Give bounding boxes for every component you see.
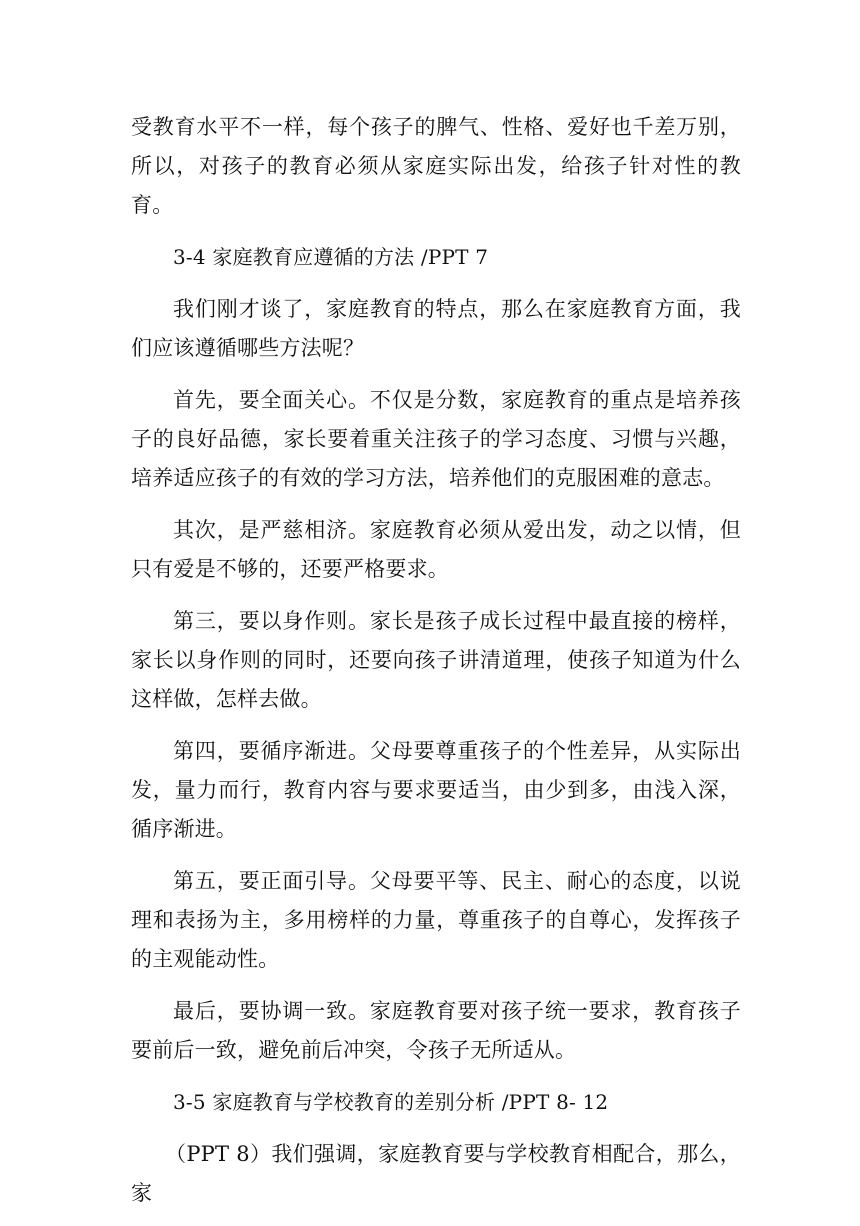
section-heading-3-4: 3-4 家庭教育应遵循的方法 /PPT 7: [173, 245, 489, 269]
paragraph-method-fifth: 第五，要正面引导。父母要平等、民主、耐心的态度，以说理和表扬为主，多用榜样的力量，尊重孩子的自尊心，发挥孩子的主观能动性。: [131, 869, 741, 971]
paragraph-ppt8-intro: （PPT 8）我们强调，家庭教育要与学校教育相配合，那么，家: [131, 1142, 741, 1205]
paragraph-method-first: 首先，要全面关心。不仅是分数，家庭教育的重点是培养孩子的良好品德，家长要着重关注孩子的学习态度、习惯与兴趣，培养适应孩子的有效的学习方法，培养他们的克服困难的意志。: [131, 388, 741, 490]
section-heading-3-5: 3-5 家庭教育与学校教育的差别分析 /PPT 8- 12: [173, 1090, 609, 1114]
paragraph-continuation: 受教育水平不一样，每个孩子的脾气、性格、爱好也千差万别，所以，对孩子的教育必须从家庭实际出发，给孩子针对性的教育。: [131, 115, 741, 217]
paragraph-method-second: 其次，是严慈相济。家庭教育必须从爱出发，动之以情，但只有爱是不够的，还要严格要求。: [131, 518, 741, 581]
paragraph-intro-methods: 我们刚才谈了，家庭教育的特点，那么在家庭教育方面，我们应该遵循哪些方法呢？: [131, 297, 741, 360]
paragraph-method-fourth: 第四，要循序渐进。父母要尊重孩子的个性差异，从实际出发，量力而行，教育内容与要求要适当，由少到多，由浅入深，循序渐进。: [131, 739, 741, 841]
paragraph-method-third: 第三，要以身作则。家长是孩子成长过程中最直接的榜样，家长以身作则的同时，还要向孩子讲清道理，使孩子知道为什么这样做，怎样去做。: [131, 609, 741, 711]
document-body: [131, 108, 741, 1226]
paragraph-method-last: 最后，要协调一致。家庭教育要对孩子统一要求，教育孩子要前后一致，避免前后冲突，令孩子无所适从。: [131, 999, 741, 1062]
